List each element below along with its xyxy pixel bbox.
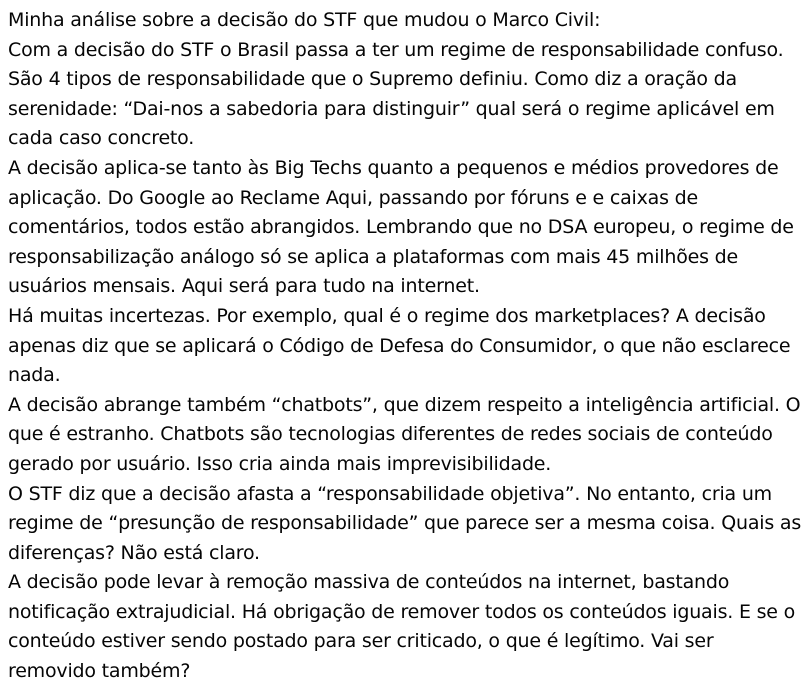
post-text-line: regime de “presunção de responsabilidade” que parece ser a mesma coisa. Quais as [8,512,802,535]
post-text-line: conteúdo estiver sendo postado para ser criticado, o que é legítimo. Vai ser [8,630,714,653]
post-text-line: Minha análise sobre a decisão do STF que mudou o Marco Civil: [8,9,601,31]
post-text-line: aplicação. Do Google ao Reclame Aqui, passando por fóruns e e caixas de [8,186,699,209]
post-text-line: responsabilização análogo só se aplica a plataformas com mais 45 milhões de [8,245,739,268]
post-text-line: Com a decisão do STF o Brasil passa a ter um regime de responsabilidade confuso. [8,38,784,61]
post-text-line: notificação extrajudicial. Há obrigação de remover todos os conteúdos iguais. E se o [8,600,796,623]
post-text-line: A decisão abrange também “chatbots”, que dizem respeito a inteligência artificial. O [8,393,801,416]
post-text-line: usuários mensais. Aqui será para tudo na internet. [8,275,480,298]
post-text-line: nada. [8,364,61,387]
post-text-line: A decisão aplica-se tanto às Big Techs quanto a pequenos e médios provedores de [8,156,779,179]
post-text-line: comentários, todos estão abrangidos. Lembrando que no DSA europeu, o regime de [8,216,794,239]
post-text-line: que é estranho. Chatbots são tecnologias diferentes de redes sociais de conteúdo [8,423,773,446]
post-text-line: São 4 tipos de responsabilidade que o Supremo definiu. Como diz a oração da [8,68,737,91]
post-text-line: removido também? [8,660,191,683]
post-text-line: diferenças? Não está claro. [8,541,260,564]
post-text-line: A decisão pode levar à remoção massiva de conteúdos na internet, bastando [8,571,730,594]
post-text-line: serenidade: “Dai-nos a sabedoria para distinguir” qual será o regime aplicável em [8,97,775,120]
post-text-line: apenas diz que se aplicará o Código de Defesa do Consumidor, o que não esclarece [8,334,791,357]
post-text-line: cada caso concreto. [8,127,195,150]
post-text-line: Há muitas incertezas. Por exemplo, qual é o regime dos marketplaces? A decisão [8,304,766,327]
post-text-line: gerado por usuário. Isso cria ainda mais imprevisibilidade. [8,452,552,475]
post-text-line: O STF diz que a decisão afasta a “responsabilidade objetiva”. No entanto, cria um [8,482,772,505]
